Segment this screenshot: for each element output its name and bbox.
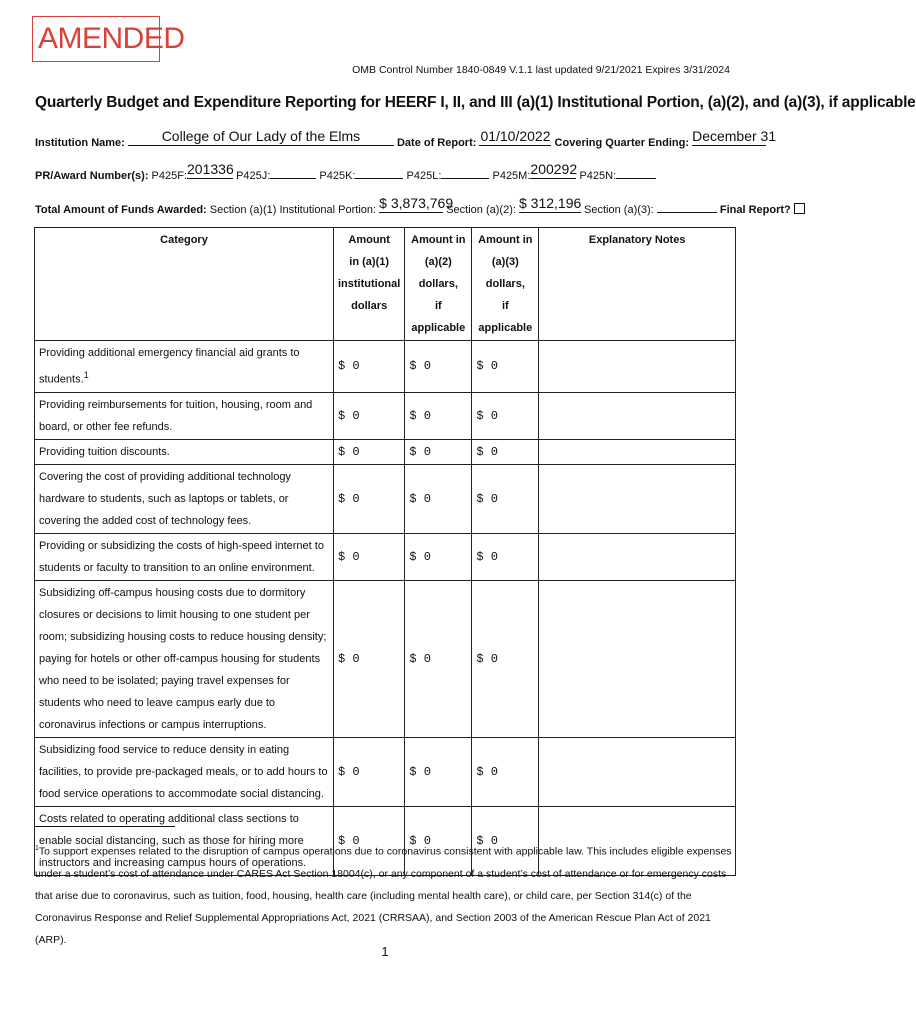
footnote	[35, 838, 735, 951]
expenditure-table	[34, 227, 736, 876]
row-a2-cell[interactable]: $ 0	[405, 737, 472, 806]
header-a3-line: Amount in	[478, 234, 533, 246]
table-row	[35, 533, 736, 580]
page-title: Quarterly Budget and Expenditure Reporting for HEERF I, II, and III (a)(1) Institutional Portion, (a)(2), and (a)(3), if applicable	[35, 94, 916, 111]
page-number: 1	[381, 944, 389, 959]
header-a2-line: if applicable	[411, 300, 466, 334]
total-label: Total Amount of Funds Awarded:	[35, 204, 207, 216]
final-report-checkbox[interactable]	[794, 203, 805, 214]
row-a2-cell[interactable]: $ 0	[405, 341, 472, 393]
row-a1-cell[interactable]: $ 0	[334, 533, 405, 580]
award-label: PR/Award Number(s):	[35, 170, 149, 182]
header-notes: Explanatory Notes	[539, 228, 736, 341]
quarter-field[interactable]	[692, 128, 777, 146]
date-label: Date of Report:	[396, 137, 477, 149]
header-a3	[472, 228, 539, 341]
row-notes-cell[interactable]	[539, 533, 736, 580]
row-notes-cell[interactable]	[539, 580, 736, 737]
row-a3-cell[interactable]: $ 0	[472, 533, 539, 580]
row-a2-cell[interactable]: $ 0	[405, 439, 472, 464]
row-category: Subsidizing off-campus housing costs due to dormitory closures or decisions to limit housing to one student per room; subsidizing housing costs to reduce housing density; paying for hotels or other off-campus housing for students who need to be isolated; paying travel expenses for students who need to leave campus early due to coronavirus infections or campus interruptions.	[35, 580, 334, 737]
a1-value: $ 3,873,769	[379, 195, 454, 211]
p425m-value: 200292	[530, 161, 578, 177]
row-notes-cell[interactable]	[539, 439, 736, 464]
row-a3-cell[interactable]: $ 0	[472, 439, 539, 464]
date-field[interactable]	[479, 128, 551, 146]
row-a3-cell[interactable]: $ 0	[472, 580, 539, 737]
institution-label: Institution Name:	[35, 137, 125, 149]
table-row	[35, 439, 736, 464]
row-a1-cell[interactable]: $ 0	[334, 806, 405, 875]
row-notes-cell[interactable]	[539, 737, 736, 806]
amended-stamp: AMENDED	[32, 16, 160, 62]
institution-value: College of Our Lady of the Elms	[161, 128, 361, 144]
p425f-value: 201336	[187, 161, 234, 177]
a1-field[interactable]	[379, 195, 454, 213]
row-category: Subsidizing food service to reduce density in eating facilities, to provide pre-packaged meals, or to add hours to food service operations to accommodate social distancing.	[35, 737, 334, 806]
p425l-field[interactable]	[441, 166, 489, 179]
p425j-field[interactable]	[270, 166, 316, 179]
row-a3-cell[interactable]: $ 0	[472, 341, 539, 393]
p425n-field[interactable]	[616, 166, 656, 179]
row-a3-cell[interactable]: $ 0	[472, 464, 539, 533]
p425k-label: P425K:	[319, 170, 356, 182]
p425j-label: P425J:	[236, 170, 271, 182]
award-line	[35, 161, 656, 182]
a2-value: $ 312,196	[518, 195, 582, 211]
table-row	[35, 341, 736, 393]
a3-field[interactable]	[657, 200, 717, 213]
a3-label: Section (a)(3):	[584, 204, 654, 216]
a2-label: Section (a)(2):	[446, 204, 516, 216]
row-a3-cell[interactable]: $ 0	[472, 392, 539, 439]
header-a1-line: institutional dollars	[338, 278, 401, 312]
header-a1-line: Amount	[348, 234, 390, 246]
row-a1-cell[interactable]: $ 0	[334, 464, 405, 533]
row-a1-cell[interactable]: $ 0	[334, 439, 405, 464]
p425m-field[interactable]	[530, 161, 578, 179]
table-row	[35, 580, 736, 737]
footnote-divider	[35, 826, 175, 827]
footnote-text: To support expenses related to the disruption of campus operations due to coronavirus consistent with applicable law. This includes eligible expenses under a student’s cost of attendance under CARES Act Section 18004(c), or any component of a student’s cost of attendance or for emergency costs that arise due to coronavirus, such as tuition, food, housing, health care (including mental health care), or child care, per Section 314(c) of the Coronavirus Response and Relief Supplemental Appropriations Act, 2021 (CRRSAA), and Section 2003 of the American Rescue Plan Act of 2021 (ARP).	[35, 845, 732, 946]
footnote-marker: 1	[83, 370, 89, 380]
row-a3-cell[interactable]: $ 0	[472, 806, 539, 875]
quarter-label: Covering Quarter Ending:	[554, 137, 690, 149]
table-row	[35, 392, 736, 439]
header-a3-line: (a)(3) dollars,	[485, 256, 525, 290]
table-row	[35, 737, 736, 806]
row-category: Costs related to operating additional class sections to enable social distancing, such as those for hiring more instructors and increasing campus hours of operations.	[35, 806, 334, 875]
institution-field[interactable]	[128, 128, 394, 146]
row-category: Providing reimbursements for tuition, housing, room and board, or other fee refunds.	[35, 392, 334, 439]
row-category-text: Providing additional emergency financial aid grants to students.	[39, 347, 300, 386]
table-row	[35, 464, 736, 533]
row-a1-cell[interactable]: $ 0	[334, 341, 405, 393]
table-header-row	[35, 228, 736, 341]
final-report-label: Final Report?	[719, 204, 791, 216]
p425l-label: P425L:	[406, 170, 442, 182]
header-a2-line: Amount in	[411, 234, 466, 246]
header-a2	[405, 228, 472, 341]
footnote-number: 1	[35, 845, 39, 852]
row-category: Providing tuition discounts.	[35, 439, 334, 464]
p425f-field[interactable]	[187, 161, 234, 179]
quarter-value: December 31	[692, 128, 777, 144]
row-a2-cell[interactable]: $ 0	[405, 464, 472, 533]
a1-label: Section (a)(1) Institutional Portion:	[209, 204, 377, 216]
row-a2-cell[interactable]: $ 0	[405, 580, 472, 737]
institution-line	[35, 128, 777, 149]
p425n-label: P425N:	[579, 170, 617, 182]
row-a2-cell[interactable]: $ 0	[405, 392, 472, 439]
row-notes-cell[interactable]	[539, 392, 736, 439]
row-a2-cell[interactable]: $ 0	[405, 806, 472, 875]
row-a1-cell[interactable]: $ 0	[334, 580, 405, 737]
row-category	[35, 341, 334, 393]
row-a2-cell[interactable]: $ 0	[405, 533, 472, 580]
row-notes-cell[interactable]	[539, 341, 736, 393]
header-a3-line: if applicable	[478, 300, 533, 334]
row-category: Covering the cost of providing additional technology hardware to students, such as laptops or tablets, or covering the added cost of technology fees.	[35, 464, 334, 533]
header-category: Category	[35, 228, 334, 341]
header-a1-line: in (a)(1)	[349, 256, 390, 268]
p425k-field[interactable]	[355, 166, 403, 179]
row-category: Providing or subsidizing the costs of high-speed internet to students or faculty to transition to an online environment.	[35, 533, 334, 580]
date-value: 01/10/2022	[480, 128, 551, 144]
p425m-label: P425M:	[492, 170, 531, 182]
a2-field[interactable]	[518, 195, 582, 213]
header-a1	[334, 228, 405, 341]
row-a1-cell[interactable]: $ 0	[334, 737, 405, 806]
total-funds-line	[35, 195, 805, 216]
row-a1-cell[interactable]: $ 0	[334, 392, 405, 439]
row-a3-cell[interactable]: $ 0	[472, 737, 539, 806]
p425f-label: P425F:	[151, 170, 188, 182]
header-a2-line: (a)(2) dollars,	[418, 256, 458, 290]
omb-control-number: OMB Control Number 1840-0849 V.1.1 last updated 9/21/2021 Expires 3/31/2024	[352, 64, 730, 76]
row-notes-cell[interactable]	[539, 464, 736, 533]
